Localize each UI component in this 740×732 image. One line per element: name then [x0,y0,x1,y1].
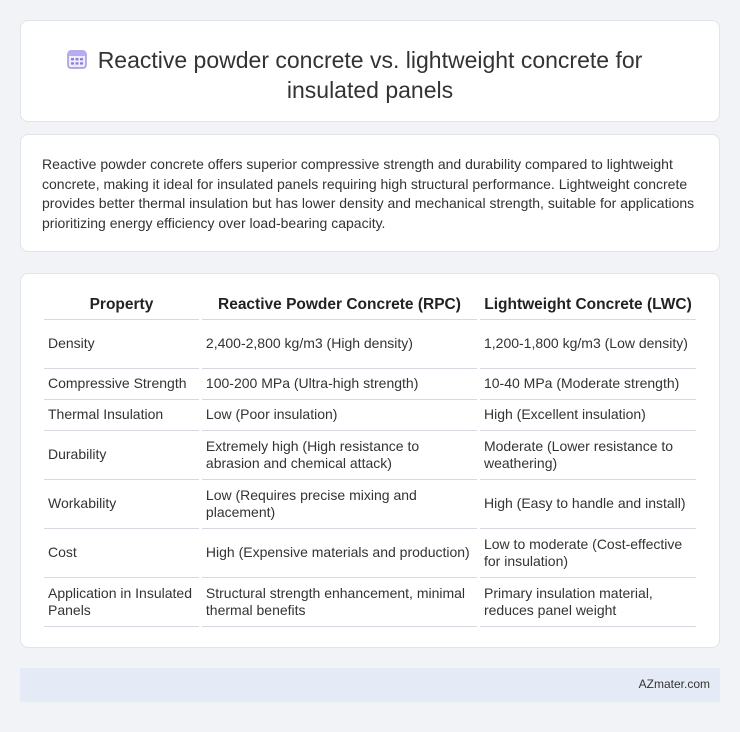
table-row [44,431,696,480]
table-row [44,578,696,627]
comparison-table [41,292,699,627]
lwc-cell: 10-40 MPa (Moderate strength) [480,369,696,400]
rpc-cell: Low (Poor insulation) [202,400,477,431]
lwc-cell: 1,200-1,800 kg/m3 (Low density) [480,320,696,369]
page-title: Reactive powder concrete vs. lightweight concrete for insulated panels [97,47,643,103]
rpc-cell: 2,400-2,800 kg/m3 (High density) [202,320,477,369]
property-cell: Cost [44,529,199,578]
property-cell: Thermal Insulation [44,400,199,431]
comparison-card [20,273,720,648]
column-header-lwc: Lightweight Concrete (LWC) [480,292,696,320]
rpc-cell: Low (Requires precise mixing and placement) [202,480,477,529]
lwc-cell: High (Easy to handle and install) [480,480,696,529]
property-cell: Durability [44,431,199,480]
table-row [44,400,696,431]
column-header-property: Property [44,292,199,320]
table-row [44,480,696,529]
property-cell: Workability [44,480,199,529]
lwc-cell: Moderate (Lower resistance to weathering) [480,431,696,480]
lwc-cell: Primary insulation material, reduces panel weight [480,578,696,627]
property-cell: Compressive Strength [44,369,199,400]
lwc-cell: Low to moderate (Cost-effective for insulation) [480,529,696,578]
rpc-cell: 100-200 MPa (Ultra-high strength) [202,369,477,400]
title-card [20,20,720,122]
rpc-cell: Structural strength enhancement, minimal thermal benefits [202,578,477,627]
footer-bar [20,668,720,702]
property-cell: Application in Insulated Panels [44,578,199,627]
rpc-cell: High (Expensive materials and production) [202,529,477,578]
table-row [44,320,696,369]
table-header-row [44,292,696,320]
table-row [44,529,696,578]
property-cell: Density [44,320,199,369]
footer-site-link[interactable]: AZmater.com [638,677,710,691]
rpc-cell: Extremely high (High resistance to abrasion and chemical attack) [202,431,477,480]
table-row [44,369,696,400]
lwc-cell: High (Excellent insulation) [480,400,696,431]
summary-text: Reactive powder concrete offers superior compressive strength and durability compared to lightweight concrete, making it ideal for insulated panels requiring high structural performance. Lightweight concrete provides better thermal insulation but has lower density and mechanical strength, suitable for applications prioritizing energy efficiency over load-bearing capacity. [42,156,695,231]
summary-card [20,134,720,252]
column-header-rpc: Reactive Powder Concrete (RPC) [202,292,477,320]
